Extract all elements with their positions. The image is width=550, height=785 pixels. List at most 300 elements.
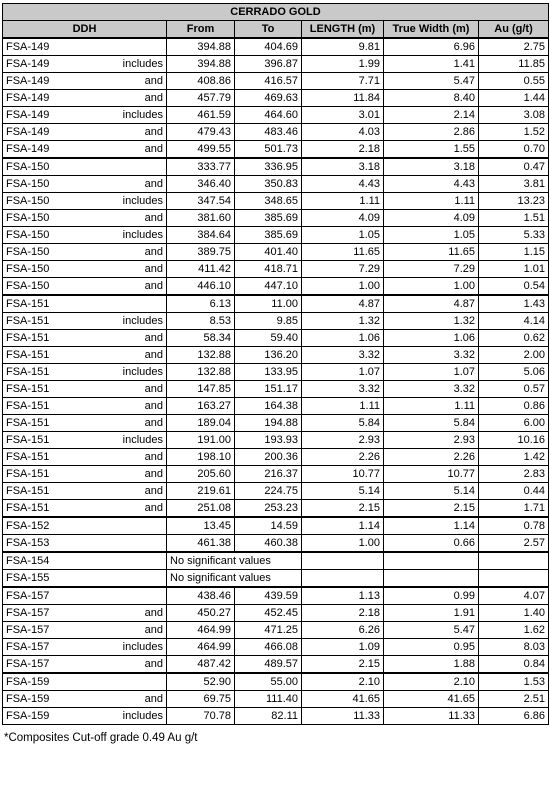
from-cell: 52.90	[167, 673, 235, 691]
connector-cell: includes	[58, 364, 167, 381]
connector-cell: includes	[58, 708, 167, 725]
connector-cell: includes	[58, 107, 167, 124]
au-cell: 6.86	[479, 708, 549, 725]
table-row	[3, 432, 549, 449]
from-cell: 6.13	[167, 295, 235, 313]
from-cell: 346.40	[167, 176, 235, 193]
table-row	[3, 656, 549, 674]
from-cell: 389.75	[167, 244, 235, 261]
from-cell: 132.88	[167, 347, 235, 364]
table-row	[3, 552, 549, 570]
to-cell: 418.71	[235, 261, 302, 278]
length-cell: 1.06	[302, 330, 384, 347]
true-width-cell: 5.14	[384, 483, 479, 500]
true-width-cell: 2.93	[384, 432, 479, 449]
to-cell: 401.40	[235, 244, 302, 261]
connector-cell: and	[58, 605, 167, 622]
from-cell: 450.27	[167, 605, 235, 622]
ddh-cell: FSA-151	[3, 398, 58, 415]
au-cell: 0.54	[479, 278, 549, 296]
ddh-cell: FSA-151	[3, 466, 58, 483]
connector-cell: and	[58, 656, 167, 674]
ddh-cell: FSA-151	[3, 415, 58, 432]
au-cell: 11.85	[479, 56, 549, 73]
to-cell: 216.37	[235, 466, 302, 483]
to-cell: 452.45	[235, 605, 302, 622]
length-cell: 3.32	[302, 347, 384, 364]
to-cell: 55.00	[235, 673, 302, 691]
to-cell: 164.38	[235, 398, 302, 415]
from-cell: 347.54	[167, 193, 235, 210]
connector-cell: and	[58, 381, 167, 398]
length-cell: 1.99	[302, 56, 384, 73]
true-width-cell: 5.84	[384, 415, 479, 432]
from-cell: 457.79	[167, 90, 235, 107]
true-width-cell: 0.66	[384, 535, 479, 553]
au-cell: 2.75	[479, 38, 549, 56]
from-cell: 8.53	[167, 313, 235, 330]
au-cell	[479, 552, 549, 570]
table-row	[3, 38, 549, 56]
from-cell: 408.86	[167, 73, 235, 90]
ddh-cell: FSA-157	[3, 622, 58, 639]
assay-results-document	[2, 3, 548, 744]
ddh-cell: FSA-157	[3, 587, 58, 605]
from-cell: 461.59	[167, 107, 235, 124]
table-row	[3, 449, 549, 466]
table-row	[3, 398, 549, 415]
table-row	[3, 691, 549, 708]
from-cell: 384.64	[167, 227, 235, 244]
table-row	[3, 535, 549, 553]
true-width-cell: 11.65	[384, 244, 479, 261]
ddh-cell: FSA-159	[3, 691, 58, 708]
table-row	[3, 107, 549, 124]
from-cell: 58.34	[167, 330, 235, 347]
true-width-cell: 4.87	[384, 295, 479, 313]
au-cell: 1.52	[479, 124, 549, 141]
header-from: From	[167, 21, 235, 39]
table-row	[3, 73, 549, 90]
au-cell: 1.40	[479, 605, 549, 622]
au-cell: 1.53	[479, 673, 549, 691]
to-cell: 111.40	[235, 691, 302, 708]
true-width-cell: 4.43	[384, 176, 479, 193]
from-cell: 251.08	[167, 500, 235, 518]
to-cell: 11.00	[235, 295, 302, 313]
to-cell: 350.83	[235, 176, 302, 193]
from-cell: 132.88	[167, 364, 235, 381]
ddh-cell: FSA-149	[3, 141, 58, 159]
connector-cell: and	[58, 466, 167, 483]
from-cell: 479.43	[167, 124, 235, 141]
au-cell: 0.55	[479, 73, 549, 90]
table-row	[3, 466, 549, 483]
ddh-cell: FSA-149	[3, 124, 58, 141]
table-row	[3, 415, 549, 432]
true-width-cell: 7.29	[384, 261, 479, 278]
to-cell: 224.75	[235, 483, 302, 500]
au-cell: 0.70	[479, 141, 549, 159]
to-cell: 483.46	[235, 124, 302, 141]
connector-cell: and	[58, 90, 167, 107]
to-cell: 464.60	[235, 107, 302, 124]
to-cell: 471.25	[235, 622, 302, 639]
connector-cell	[58, 570, 167, 588]
from-cell: 394.88	[167, 38, 235, 56]
table-row	[3, 210, 549, 227]
true-width-cell	[384, 552, 479, 570]
au-cell: 5.33	[479, 227, 549, 244]
table-row	[3, 605, 549, 622]
to-cell: 501.73	[235, 141, 302, 159]
to-cell: 469.63	[235, 90, 302, 107]
from-cell: 438.46	[167, 587, 235, 605]
from-cell: 13.45	[167, 517, 235, 535]
ddh-cell: FSA-151	[3, 295, 58, 313]
length-cell: 5.14	[302, 483, 384, 500]
ddh-cell: FSA-150	[3, 176, 58, 193]
table-title: CERRADO GOLD	[3, 4, 549, 21]
true-width-cell: 2.86	[384, 124, 479, 141]
length-cell: 1.14	[302, 517, 384, 535]
true-width-cell	[384, 570, 479, 588]
to-cell: 404.69	[235, 38, 302, 56]
ddh-cell: FSA-150	[3, 278, 58, 296]
table-row	[3, 90, 549, 107]
length-cell: 1.00	[302, 535, 384, 553]
length-cell	[302, 570, 384, 588]
true-width-cell: 1.07	[384, 364, 479, 381]
true-width-cell: 1.11	[384, 193, 479, 210]
ddh-cell: FSA-151	[3, 449, 58, 466]
from-cell: 69.75	[167, 691, 235, 708]
to-cell: 489.57	[235, 656, 302, 674]
connector-cell: and	[58, 483, 167, 500]
footnote: *Composites Cut-off grade 0.49 Au g/t	[4, 732, 198, 744]
table-row	[3, 330, 549, 347]
table-row	[3, 347, 549, 364]
length-cell: 9.81	[302, 38, 384, 56]
from-cell: 219.61	[167, 483, 235, 500]
from-cell: 147.85	[167, 381, 235, 398]
au-cell: 13.23	[479, 193, 549, 210]
no-values-cell: No significant values	[167, 570, 302, 588]
au-cell: 1.15	[479, 244, 549, 261]
connector-cell: and	[58, 73, 167, 90]
true-width-cell: 5.47	[384, 622, 479, 639]
table-row	[3, 176, 549, 193]
connector-cell	[58, 535, 167, 553]
connector-cell: and	[58, 622, 167, 639]
connector-cell: includes	[58, 432, 167, 449]
to-cell: 396.87	[235, 56, 302, 73]
length-cell: 7.71	[302, 73, 384, 90]
to-cell: 348.65	[235, 193, 302, 210]
length-cell: 2.18	[302, 605, 384, 622]
true-width-cell: 1.05	[384, 227, 479, 244]
from-cell: 394.88	[167, 56, 235, 73]
drill-results-table	[2, 3, 549, 725]
true-width-cell: 0.95	[384, 639, 479, 656]
true-width-cell: 2.26	[384, 449, 479, 466]
table-row	[3, 381, 549, 398]
true-width-cell: 1.06	[384, 330, 479, 347]
from-cell: 446.10	[167, 278, 235, 296]
au-cell: 0.57	[479, 381, 549, 398]
true-width-cell: 0.99	[384, 587, 479, 605]
au-cell: 6.00	[479, 415, 549, 432]
length-cell: 1.13	[302, 587, 384, 605]
table-row	[3, 227, 549, 244]
table-row	[3, 141, 549, 159]
true-width-cell: 2.14	[384, 107, 479, 124]
connector-cell: includes	[58, 56, 167, 73]
au-cell: 2.00	[479, 347, 549, 364]
connector-cell: and	[58, 244, 167, 261]
ddh-cell: FSA-151	[3, 432, 58, 449]
to-cell: 385.69	[235, 210, 302, 227]
true-width-cell: 1.41	[384, 56, 479, 73]
connector-cell	[58, 295, 167, 313]
connector-cell: and	[58, 176, 167, 193]
connector-cell: and	[58, 347, 167, 364]
table-row	[3, 244, 549, 261]
length-cell: 1.05	[302, 227, 384, 244]
au-cell: 2.51	[479, 691, 549, 708]
connector-cell	[58, 517, 167, 535]
header-row	[3, 21, 549, 39]
ddh-cell: FSA-149	[3, 107, 58, 124]
to-cell: 460.38	[235, 535, 302, 553]
from-cell: 499.55	[167, 141, 235, 159]
ddh-cell: FSA-150	[3, 210, 58, 227]
to-cell: 59.40	[235, 330, 302, 347]
length-cell: 11.65	[302, 244, 384, 261]
au-cell: 4.07	[479, 587, 549, 605]
ddh-cell: FSA-157	[3, 639, 58, 656]
au-cell: 8.03	[479, 639, 549, 656]
connector-cell: and	[58, 210, 167, 227]
to-cell: 385.69	[235, 227, 302, 244]
from-cell: 381.60	[167, 210, 235, 227]
from-cell: 411.42	[167, 261, 235, 278]
ddh-cell: FSA-157	[3, 605, 58, 622]
connector-cell: and	[58, 278, 167, 296]
ddh-cell: FSA-151	[3, 330, 58, 347]
true-width-cell: 2.10	[384, 673, 479, 691]
ddh-cell: FSA-149	[3, 90, 58, 107]
ddh-cell: FSA-151	[3, 483, 58, 500]
au-cell: 4.14	[479, 313, 549, 330]
length-cell	[302, 552, 384, 570]
table-row	[3, 673, 549, 691]
length-cell: 4.09	[302, 210, 384, 227]
connector-cell: and	[58, 124, 167, 141]
ddh-cell: FSA-151	[3, 500, 58, 518]
au-cell: 3.08	[479, 107, 549, 124]
table-body	[3, 38, 549, 725]
length-cell: 3.32	[302, 381, 384, 398]
connector-cell: and	[58, 415, 167, 432]
true-width-cell: 1.88	[384, 656, 479, 674]
ddh-cell: FSA-150	[3, 261, 58, 278]
true-width-cell: 1.55	[384, 141, 479, 159]
connector-cell	[58, 38, 167, 56]
connector-cell	[58, 158, 167, 176]
table-row	[3, 639, 549, 656]
connector-cell	[58, 673, 167, 691]
no-values-cell: No significant values	[167, 552, 302, 570]
table-row	[3, 193, 549, 210]
table-row	[3, 708, 549, 725]
from-cell: 487.42	[167, 656, 235, 674]
from-cell: 70.78	[167, 708, 235, 725]
table-row	[3, 517, 549, 535]
table-row	[3, 313, 549, 330]
header-to: To	[235, 21, 302, 39]
length-cell: 4.43	[302, 176, 384, 193]
true-width-cell: 5.47	[384, 73, 479, 90]
to-cell: 133.95	[235, 364, 302, 381]
ddh-cell: FSA-151	[3, 347, 58, 364]
to-cell: 82.11	[235, 708, 302, 725]
length-cell: 11.33	[302, 708, 384, 725]
ddh-cell: FSA-154	[3, 552, 58, 570]
table-row	[3, 622, 549, 639]
connector-cell: and	[58, 261, 167, 278]
length-cell: 1.11	[302, 398, 384, 415]
true-width-cell: 4.09	[384, 210, 479, 227]
length-cell: 11.84	[302, 90, 384, 107]
length-cell: 6.26	[302, 622, 384, 639]
table-row	[3, 364, 549, 381]
table-row	[3, 158, 549, 176]
ddh-cell: FSA-149	[3, 56, 58, 73]
length-cell: 1.07	[302, 364, 384, 381]
ddh-cell: FSA-152	[3, 517, 58, 535]
from-cell: 464.99	[167, 622, 235, 639]
from-cell: 333.77	[167, 158, 235, 176]
au-cell: 1.43	[479, 295, 549, 313]
connector-cell: includes	[58, 193, 167, 210]
true-width-cell: 11.33	[384, 708, 479, 725]
length-cell: 2.26	[302, 449, 384, 466]
table-row	[3, 56, 549, 73]
header-au: Au (g/t)	[479, 21, 549, 39]
connector-cell: includes	[58, 227, 167, 244]
connector-cell	[58, 552, 167, 570]
true-width-cell: 1.91	[384, 605, 479, 622]
table-row	[3, 587, 549, 605]
true-width-cell: 8.40	[384, 90, 479, 107]
length-cell: 2.15	[302, 500, 384, 518]
length-cell: 7.29	[302, 261, 384, 278]
table-row	[3, 278, 549, 296]
from-cell: 163.27	[167, 398, 235, 415]
connector-cell	[58, 587, 167, 605]
length-cell: 2.18	[302, 141, 384, 159]
to-cell: 9.85	[235, 313, 302, 330]
true-width-cell: 2.15	[384, 500, 479, 518]
au-cell: 0.84	[479, 656, 549, 674]
au-cell: 0.86	[479, 398, 549, 415]
header-true-width: True Width (m)	[384, 21, 479, 39]
to-cell: 466.08	[235, 639, 302, 656]
au-cell: 1.01	[479, 261, 549, 278]
ddh-cell: FSA-151	[3, 364, 58, 381]
connector-cell: and	[58, 398, 167, 415]
au-cell: 1.62	[479, 622, 549, 639]
table-row	[3, 483, 549, 500]
au-cell: 0.62	[479, 330, 549, 347]
ddh-cell: FSA-153	[3, 535, 58, 553]
length-cell: 1.11	[302, 193, 384, 210]
au-cell: 0.44	[479, 483, 549, 500]
header-length: LENGTH (m)	[302, 21, 384, 39]
true-width-cell: 3.32	[384, 381, 479, 398]
au-cell: 2.57	[479, 535, 549, 553]
to-cell: 200.36	[235, 449, 302, 466]
length-cell: 2.93	[302, 432, 384, 449]
au-cell: 1.44	[479, 90, 549, 107]
length-cell: 4.87	[302, 295, 384, 313]
to-cell: 447.10	[235, 278, 302, 296]
au-cell: 0.47	[479, 158, 549, 176]
true-width-cell: 1.00	[384, 278, 479, 296]
connector-cell: and	[58, 691, 167, 708]
to-cell: 439.59	[235, 587, 302, 605]
to-cell: 193.93	[235, 432, 302, 449]
connector-cell: and	[58, 330, 167, 347]
from-cell: 464.99	[167, 639, 235, 656]
true-width-cell: 6.96	[384, 38, 479, 56]
ddh-cell: FSA-150	[3, 244, 58, 261]
to-cell: 416.57	[235, 73, 302, 90]
au-cell: 5.06	[479, 364, 549, 381]
length-cell: 1.32	[302, 313, 384, 330]
au-cell: 2.83	[479, 466, 549, 483]
ddh-cell: FSA-150	[3, 193, 58, 210]
to-cell: 14.59	[235, 517, 302, 535]
from-cell: 198.10	[167, 449, 235, 466]
ddh-cell: FSA-159	[3, 708, 58, 725]
au-cell: 1.42	[479, 449, 549, 466]
header-ddh: DDH	[3, 21, 167, 39]
length-cell: 3.18	[302, 158, 384, 176]
au-cell: 3.81	[479, 176, 549, 193]
true-width-cell: 3.32	[384, 347, 479, 364]
connector-cell: includes	[58, 313, 167, 330]
to-cell: 194.88	[235, 415, 302, 432]
table-row	[3, 500, 549, 518]
ddh-cell: FSA-150	[3, 227, 58, 244]
from-cell: 189.04	[167, 415, 235, 432]
ddh-cell: FSA-151	[3, 381, 58, 398]
true-width-cell: 1.14	[384, 517, 479, 535]
true-width-cell: 1.32	[384, 313, 479, 330]
true-width-cell: 1.11	[384, 398, 479, 415]
length-cell: 4.03	[302, 124, 384, 141]
ddh-cell: FSA-150	[3, 158, 58, 176]
ddh-cell: FSA-151	[3, 313, 58, 330]
true-width-cell: 3.18	[384, 158, 479, 176]
table-row	[3, 295, 549, 313]
length-cell: 41.65	[302, 691, 384, 708]
au-cell: 1.71	[479, 500, 549, 518]
ddh-cell: FSA-159	[3, 673, 58, 691]
length-cell: 1.00	[302, 278, 384, 296]
